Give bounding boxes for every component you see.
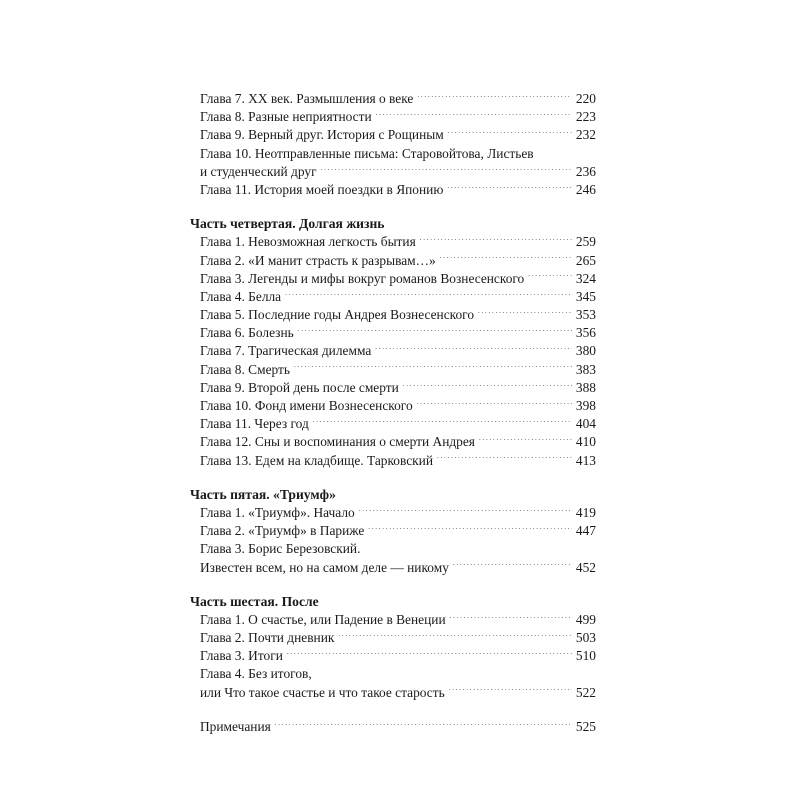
- toc-entry: [200, 522, 596, 540]
- toc-entry: [200, 181, 596, 199]
- entry-title: Глава 1. О счастье, или Падение в Венеции: [200, 611, 446, 627]
- entry-page: 398: [575, 398, 596, 413]
- dot-leader: [528, 271, 572, 283]
- dot-leader: [313, 416, 572, 428]
- table-of-contents: [190, 90, 596, 736]
- entry-title: Глава 8. Разные неприятности: [200, 109, 372, 125]
- entry-title-line2: Известен всем, но на самом деле — никому: [200, 559, 449, 575]
- entry-title: Примечания: [200, 718, 271, 734]
- toc-entry: [200, 684, 596, 702]
- toc-entry: [200, 433, 596, 451]
- dot-leader: [376, 109, 572, 121]
- entry-page: 246: [575, 181, 596, 197]
- toc-entry-notes: [200, 718, 596, 736]
- toc-entry: [200, 342, 596, 360]
- part-heading: Часть четвертая. Долгая жизнь: [190, 216, 385, 232]
- dot-leader: [338, 630, 572, 642]
- entry-title: Глава 9. Второй день после смерти: [200, 379, 399, 395]
- dot-leader: [287, 648, 572, 660]
- entry-title: Глава 1. Невозможная легкость бытия: [200, 234, 416, 250]
- part-heading: Часть пятая. «Триумф»: [190, 486, 336, 502]
- dot-leader: [453, 560, 572, 572]
- entry-page: 499: [575, 611, 596, 627]
- entry-title: Глава 11. История моей поездки в Японию: [200, 181, 444, 197]
- entry-page: 413: [575, 452, 596, 468]
- toc-entry: [200, 90, 596, 108]
- entry-page: 452: [575, 559, 596, 575]
- toc-entry: [200, 163, 596, 181]
- dot-leader: [368, 523, 572, 535]
- entry-title: Глава 2. Почти дневник: [200, 630, 335, 646]
- entry-page: 353: [575, 307, 596, 323]
- entry-title-line1: Глава 10. Неотправленные письма: Старовойтова, Листьев: [200, 145, 534, 161]
- part4-list: [200, 233, 596, 469]
- entry-page: 510: [575, 648, 596, 664]
- dot-leader: [403, 380, 572, 392]
- toc-entry: [200, 306, 596, 324]
- entry-page: 404: [575, 416, 596, 432]
- dot-leader: [298, 325, 572, 337]
- dot-leader: [275, 719, 572, 731]
- dot-leader: [359, 505, 572, 517]
- toc-entry: [200, 647, 596, 665]
- entry-title: Глава 8. Смерть: [200, 361, 291, 377]
- toc-entry: [200, 252, 596, 270]
- entry-page: 503: [575, 630, 596, 646]
- entry-title: Глава 6. Болезнь: [200, 325, 294, 341]
- entry-title: Глава 7. Трагическая дилемма: [200, 343, 372, 359]
- entry-title: Глава 2. «И манит страсть к разрывам…»: [200, 252, 436, 268]
- entry-page: 447: [575, 523, 596, 539]
- entry-title: Глава 5. Последние годы Андрея Вознесенского: [200, 307, 475, 323]
- toc-entry: [200, 379, 596, 397]
- toc-entry: [200, 270, 596, 288]
- dot-leader: [417, 398, 572, 410]
- entry-page: 345: [575, 288, 596, 304]
- entry-page: 265: [575, 252, 596, 268]
- dot-leader: [478, 307, 572, 319]
- toc-entry: [200, 288, 596, 306]
- entry-title: Глава 4. Белла: [200, 288, 282, 304]
- entry-title-line2: или Что такое счастье и что такое старость: [200, 684, 445, 700]
- entry-title-line1: Глава 3. Борис Березовский.: [200, 541, 361, 557]
- entry-page: 232: [575, 127, 596, 143]
- entry-page: 388: [575, 379, 596, 395]
- entry-page: 525: [575, 718, 596, 734]
- entry-page: 380: [575, 343, 596, 359]
- dot-leader: [450, 612, 572, 624]
- entry-title: Глава 9. Верный друг. История с Рощиным: [200, 127, 444, 143]
- entry-title: Глава 11. Через год: [200, 416, 309, 432]
- dot-leader: [447, 182, 572, 194]
- entry-title: Глава 10. Фонд имени Вознесенского: [200, 398, 413, 413]
- dot-leader: [437, 453, 572, 465]
- toc-entry: [200, 452, 596, 470]
- entry-page: 419: [575, 504, 596, 520]
- part-heading: Часть шестая. После: [190, 593, 319, 609]
- dot-leader: [420, 234, 572, 246]
- toc-entry: [200, 559, 596, 577]
- entry-title: Глава 7. XX век. Размышления о веке: [200, 91, 414, 106]
- entry-page: 220: [575, 91, 596, 106]
- toc-entry: [200, 629, 596, 647]
- toc-entry: [200, 233, 596, 251]
- dot-leader: [294, 362, 572, 374]
- dot-leader: [417, 91, 572, 103]
- dot-leader: [449, 685, 572, 697]
- dot-leader: [440, 253, 572, 265]
- toc-entry: [200, 397, 596, 415]
- dot-leader: [479, 434, 572, 446]
- entry-page: 223: [575, 109, 596, 125]
- toc-entry: [200, 361, 596, 379]
- entry-page: 522: [575, 684, 596, 700]
- dot-leader: [375, 343, 572, 355]
- entry-title: Глава 3. Итоги: [200, 648, 283, 664]
- entry-page: 410: [575, 434, 596, 450]
- dot-leader: [285, 289, 572, 301]
- entry-title: Глава 13. Едем на кладбище. Тарковский: [200, 452, 434, 468]
- entry-page: 383: [575, 361, 596, 377]
- toc-entry: [200, 324, 596, 342]
- dot-leader: [448, 127, 572, 139]
- entry-title-line2: и студенческий друг: [200, 163, 317, 179]
- entry-title: Глава 2. «Триумф» в Париже: [200, 523, 365, 539]
- entry-page: 356: [575, 325, 596, 341]
- toc-entry: [200, 126, 596, 144]
- entry-title: Глава 3. Легенды и мифы вокруг романов Вознесенского: [200, 270, 525, 286]
- entry-page: 259: [575, 234, 596, 250]
- entry-page: 236: [575, 163, 596, 179]
- entry-title: Глава 1. «Триумф». Начало: [200, 504, 355, 520]
- toc-entry: [200, 611, 596, 629]
- entry-page: 324: [575, 270, 596, 286]
- toc-entry: [200, 415, 596, 433]
- toc-entry: [200, 504, 596, 522]
- dot-leader: [321, 164, 572, 176]
- toc-entry: [200, 108, 596, 126]
- entry-title: Глава 12. Сны и воспоминания о смерти Андрея: [200, 434, 475, 450]
- entry-title-line1: Глава 4. Без итогов,: [200, 666, 312, 682]
